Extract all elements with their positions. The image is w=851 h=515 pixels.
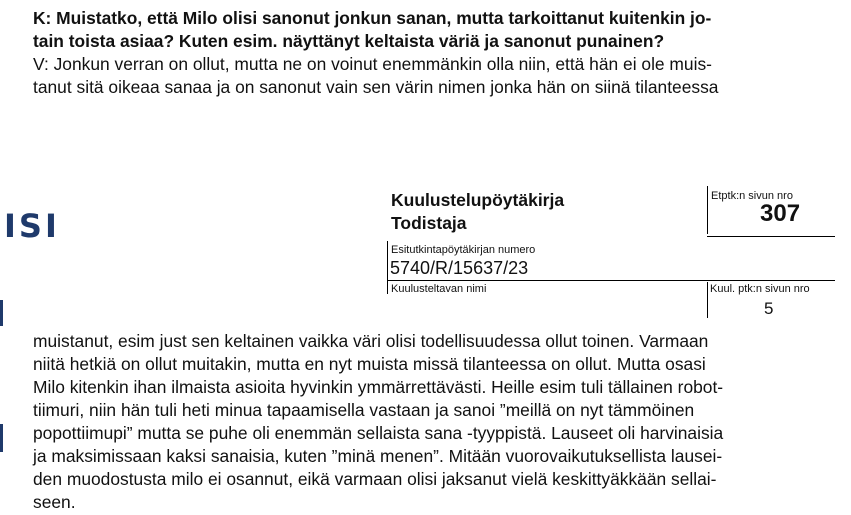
body-line-8: seen. (33, 492, 76, 512)
record-box-left-border (387, 241, 388, 294)
document-type: Kuulustelupöytäkirja (391, 190, 565, 210)
interviewee-name-label: Kuulusteltavan nimi (391, 283, 487, 295)
body-line-6: ja maksimissaan kaksi sanaisia, kuten ”minä menen”. Mitään vuorovaikutuksellista lausei- (33, 446, 723, 466)
answer-line-2: tanut sitä oikeaa sanaa ja on sanonut vain sen värin nimen jonka hän on siinä tilanteessa (33, 77, 719, 97)
interview-page-number: 5 (764, 299, 774, 318)
interview-page-label: Kuul. ptk:n sivun nro (710, 283, 810, 295)
record-number-label: Esitutkintapöytäkirjan numero (391, 244, 536, 256)
question-line-2: tain toista asiaa? Kuten esim. näyttänyt keltaista väriä ja sanonut punainen? (33, 31, 665, 51)
body-line-5: popottiimupi” mutta se puhe oli enemmän sellaista sana -tyyppistä. Lauseet oli harvinaisia (33, 423, 724, 443)
edge-bar-1 (0, 300, 3, 326)
answer-line-1: V: Jonkun verran on ollut, mutta ne on voinut enemmänkin olla niin, että hän ei ole muis- (33, 54, 712, 74)
page-number: 307 (760, 200, 801, 227)
witness-role: Todistaja (391, 213, 467, 233)
page-box-left-border (707, 186, 708, 234)
record-box-bottom-border (387, 280, 835, 281)
body-line-2: niitä hetkiä on ollut muitakin, mutta en nyt muista missä tilanteessa on ollut. Mutta osasi (33, 354, 706, 374)
question-line-1: K: Muistatko, että Milo olisi sanonut jonkun sanan, mutta tarkoittanut kuitenkin jo- (33, 8, 712, 28)
page-number-label: Etptk:n sivun nro (711, 190, 793, 202)
body-line-1: muistanut, esim just sen keltainen vaikka väri olisi todellisuudessa ollut toinen. Varmaan (33, 331, 709, 351)
body-line-7: den muodostusta milo ei osannut, eikä varmaan olisi jaksanut vielä keskittyäkkään sellai- (33, 469, 717, 489)
body-line-4: tiimuri, niin hän tuli heti minua tapaamisella vastaan ja sanoi ”meillä on nyt tämmöinen (33, 400, 695, 420)
interview-page-box-left-border (707, 282, 708, 318)
agency-logo: ISI (4, 207, 60, 245)
record-number: 5740/R/15637/23 (390, 258, 529, 278)
page-box-bottom-border (707, 236, 835, 237)
edge-bar-2 (0, 424, 3, 452)
body-line-3: Milo kitenkin ihan ilmaista asioita hyvinkin ymmärrettävästi. Heille esim tuli tällainen robot- (33, 377, 724, 397)
